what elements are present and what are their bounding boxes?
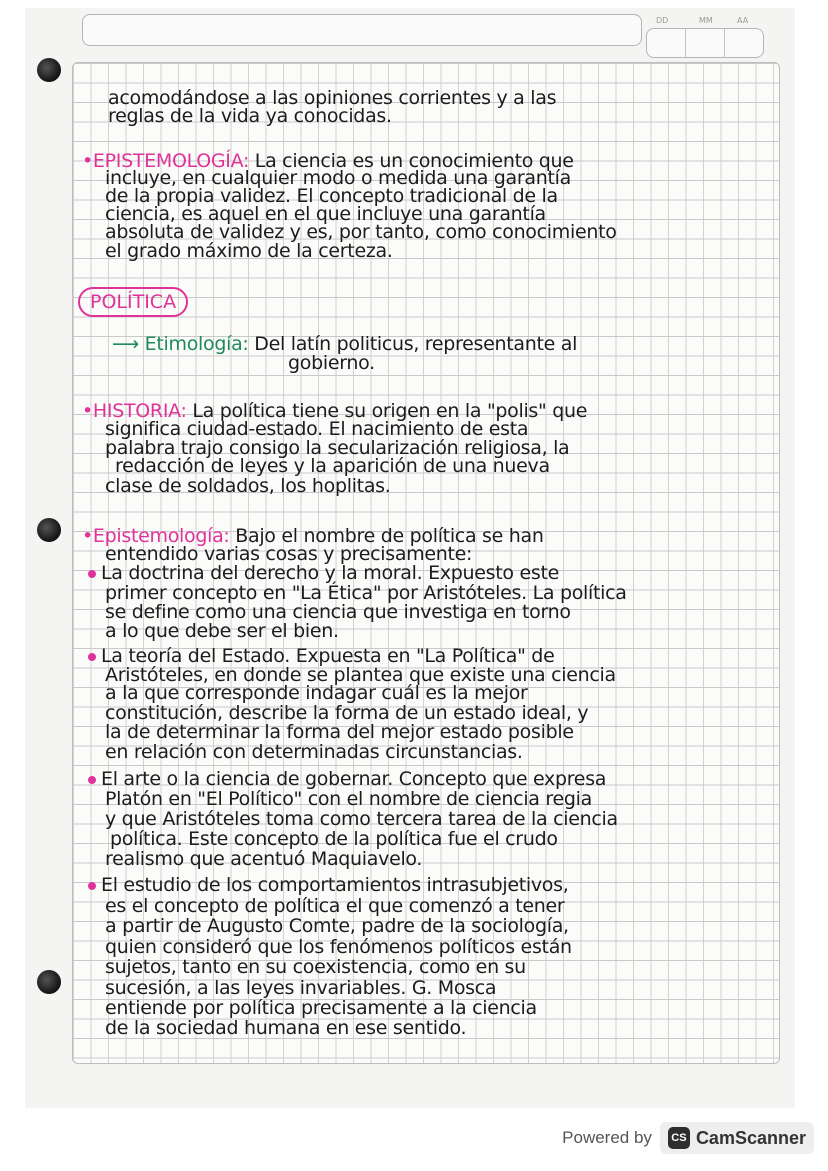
note-line <box>105 222 617 242</box>
note-text: sucesión, a las leyes invariables. G. Mosca <box>105 977 497 999</box>
camscanner-name: CamScanner <box>695 1127 806 1148</box>
bullet-icon <box>88 882 96 890</box>
note-line <box>88 769 606 789</box>
note-line <box>112 334 577 354</box>
powered-by-text: Powered by <box>562 1128 652 1147</box>
note-line <box>105 789 592 809</box>
note-text: absoluta de validez y es, por tanto, como conocimiento <box>105 221 617 243</box>
note-text: constitución, describe la forma de un estado ideal, y <box>105 702 589 724</box>
binder-hole-icon <box>37 970 61 994</box>
note-line <box>105 722 574 742</box>
note-text: Platón en "El Político" con el nombre de ciencia regia <box>105 788 592 810</box>
note-text: de la sociedad humana en ese sentido. <box>105 1017 467 1039</box>
note-text: La política tiene su origen en la "polis" que <box>186 400 588 422</box>
date-label-day: DD <box>656 16 669 25</box>
note-line <box>88 646 554 666</box>
note-line <box>105 241 393 261</box>
note-line <box>105 809 618 829</box>
note-text: el grado máximo de la certeza. <box>105 240 393 262</box>
note-text: a la que corresponde indagar cuál es la mejor <box>105 682 528 704</box>
note-text: política. Este concepto de la política fue el crudo <box>110 828 558 850</box>
section-label: •EPISTEMOLOGÍA: <box>82 150 250 172</box>
date-box <box>646 28 764 58</box>
note-line <box>105 998 537 1018</box>
note-text: a lo que debe ser el bien. <box>105 620 339 642</box>
section-label: •Epistemología: <box>82 525 230 547</box>
note-text: entendido varias cosas y precisamente: <box>105 543 473 565</box>
note-line <box>105 703 588 723</box>
note-line <box>105 916 569 936</box>
binder-hole-icon <box>37 518 61 542</box>
note-line <box>108 106 392 126</box>
note-line <box>105 544 472 564</box>
camscanner-badge <box>660 1122 814 1154</box>
note-text: redacción de leyes y la aparición de una nueva <box>115 455 550 477</box>
note-text: palabra trajo consigo la secularización religiosa, la <box>105 437 570 459</box>
note-line <box>88 875 568 895</box>
note-line <box>105 1018 466 1038</box>
bullet-icon <box>88 570 96 578</box>
note-text: gobierno. <box>288 352 375 374</box>
note-line <box>105 621 339 641</box>
note-line <box>105 476 391 496</box>
note-line <box>105 419 528 439</box>
section-label: •HISTORIA: <box>82 400 187 422</box>
date-label-month: MM <box>699 16 713 25</box>
note-line <box>105 896 564 916</box>
note-text: El estudio de los comportamientos intrasubjetivos, <box>101 874 569 896</box>
note-line <box>288 353 375 373</box>
note-line <box>105 937 572 957</box>
note-text: a partir de Augusto Comte, padre de la sociología, <box>105 915 569 937</box>
note-text: El arte o la ciencia de gobernar. Concepto que expresa <box>101 768 607 790</box>
note-text: La ciencia es un conocimiento que <box>249 150 574 172</box>
note-text: clase de soldados, los hoplitas. <box>105 475 391 497</box>
note-text: Bajo el nombre de política se han <box>229 525 544 547</box>
note-line <box>105 742 523 762</box>
note-text: ciencia, es aquel en el que incluye una garantía <box>105 203 546 225</box>
note-text: Del latín politicus, representante al <box>248 333 578 355</box>
note-text: realismo que acentuó Maquiavelo. <box>105 848 423 870</box>
note-text: acomodándose a las opiniones corrientes y a las <box>108 87 557 109</box>
note-text: Aristóteles, en donde se plantea que existe una ciencia <box>105 664 616 686</box>
note-text: incluye, en cualquier modo o medida una garantía <box>105 167 571 189</box>
note-text: reglas de la vida ya conocidas. <box>108 105 392 127</box>
note-text: quien consideró que los fenómenos políticos están <box>105 936 572 958</box>
note-line <box>105 978 496 998</box>
note-text: La teoría del Estado. Expuesta en "La Política" de <box>101 645 555 667</box>
bullet-icon <box>88 776 96 784</box>
note-text: primer concepto en "La Ética" por Aristóteles. La política <box>105 582 627 604</box>
note-line <box>105 957 526 977</box>
note-line <box>88 563 559 583</box>
politica-heading: POLÍTICA <box>78 287 188 317</box>
note-text: y que Aristóteles toma como tercera tarea de la ciencia <box>105 808 618 830</box>
note-line <box>105 602 571 622</box>
note-line <box>115 456 550 476</box>
header-title-box <box>82 14 642 46</box>
note-text: es el concepto de política el que comenzó a tener <box>105 895 565 917</box>
note-text: significa ciudad-estado. El nacimiento de esta <box>105 418 529 440</box>
binder-hole-icon <box>37 58 61 82</box>
note-text: entiende por política precisamente a la ciencia <box>105 997 537 1019</box>
note-line <box>105 583 627 603</box>
note-text: en relación con determinadas circunstancias. <box>105 741 523 763</box>
section-label: ⟶ Etimología: <box>112 333 249 355</box>
note-text: sujetos, tanto en su coexistencia, como en su <box>105 956 526 978</box>
camscanner-footer <box>562 1122 814 1154</box>
note-text: de la propia validez. El concepto tradicional de la <box>105 185 558 207</box>
note-line <box>105 849 422 869</box>
note-text: se define como una ciencia que investiga en torno <box>105 601 571 623</box>
note-line <box>105 683 528 703</box>
date-label-year: AA <box>737 16 749 25</box>
note-text: La doctrina del derecho y la moral. Expuesto este <box>101 562 559 584</box>
bullet-icon <box>88 653 96 661</box>
note-text: la de determinar la forma del mejor estado posible <box>105 721 574 743</box>
camscanner-logo-icon: CS <box>668 1127 690 1149</box>
note-line <box>110 829 558 849</box>
